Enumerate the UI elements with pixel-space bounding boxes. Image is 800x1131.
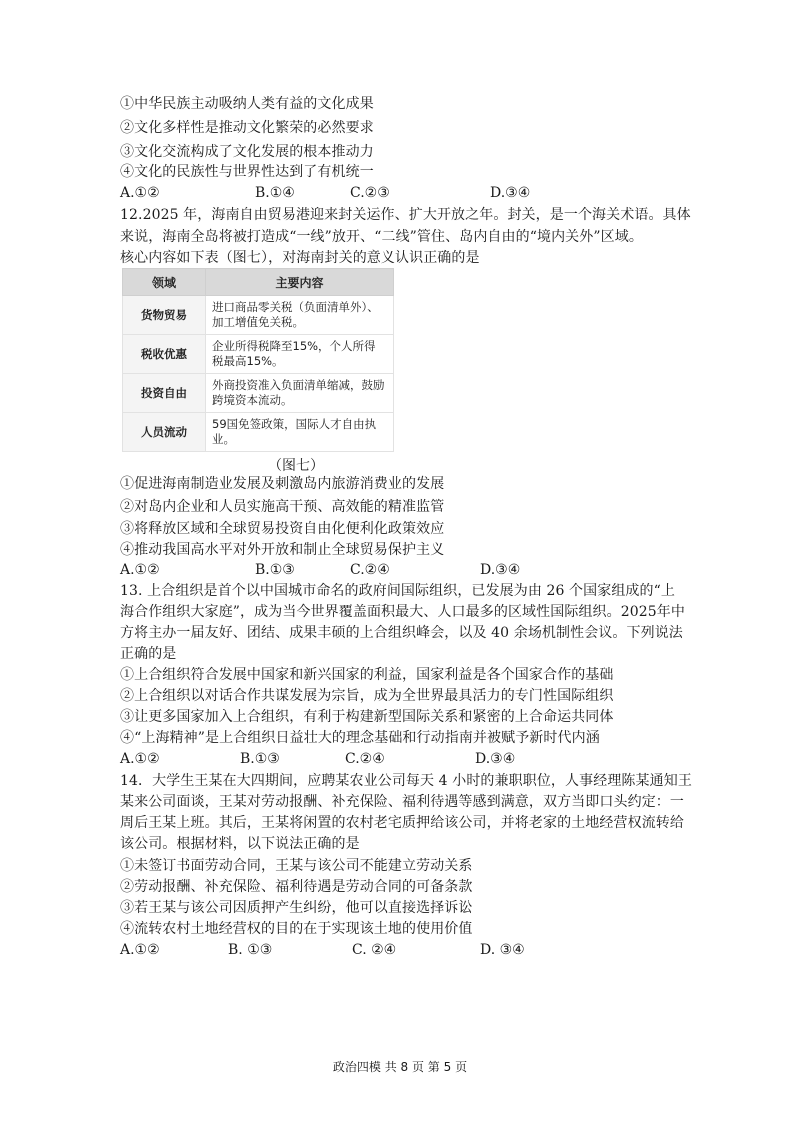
table-cell-field: 人员流动	[123, 413, 206, 452]
question-stem-line: 某来公司面谈，王某对劳动报酬、补充保险、福利待遇等感到满意，双方当即口头约定：一	[120, 794, 684, 810]
answer-choices	[120, 749, 680, 769]
option-2: ②上合组织以对话合作共谋发展为宗旨，成为全世界最具活力的专门性国际组织	[120, 688, 614, 704]
choice-c: C. ②④	[352, 942, 397, 958]
question-stem-line: 方将主办一届友好、团结、成果丰硕的上合组织峰会，以及 40 余场机制性会议。下列说法	[120, 625, 683, 641]
question-stem-line: 正确的是	[120, 646, 177, 662]
question-stem-line: 该公司。根据材料，以下说法正确的是	[120, 836, 360, 852]
table-row	[123, 374, 394, 413]
option-2: ②劳动报酬、补充保险、福利待遇是劳动合同的可备条款	[120, 879, 473, 895]
option-3: ③让更多国家加入上合组织，有利于构建新型国际关系和紧密的上合命运共同体	[120, 709, 614, 725]
option-1: ①未签订书面劳动合同，王某与该公司不能建立劳动关系	[120, 858, 473, 874]
question-stem-line: 12.2025 年，海南自由贸易港迎来封关运作、扩大开放之年。封关，是一个海关术语。具体	[120, 207, 691, 223]
option-2: ②对岛内企业和人员实施高干预、高效能的精准监管	[120, 499, 445, 515]
option-4: ④“上海精神”是上合组织日益壮大的理念基础和行动指南并被赋予新时代内涵	[120, 730, 600, 746]
table-row	[123, 413, 394, 452]
question-stem-line: 来说，海南全岛将被打造成“一线”放开、“二线”管住、岛内自由的“境内关外”区域。	[120, 229, 643, 245]
choice-a: A.①②	[120, 185, 160, 201]
question-stem-line: 13. 上合组织是首个以中国城市命名的政府间国际组织，已发展为由 26 个国家组成的“上	[120, 583, 675, 599]
choice-d: D.③④	[480, 562, 521, 578]
figure-caption: （图七）	[268, 458, 324, 474]
choice-c: C.②④	[350, 562, 390, 578]
table-row	[123, 335, 394, 374]
table-cell-content: 企业所得税降至15%，个人所得税最高15%。	[206, 335, 394, 374]
choice-c: C.②③	[350, 185, 390, 201]
option-4: ④推动我国高水平对外开放和制止全球贸易保护主义	[120, 542, 445, 558]
choice-b: B.①③	[240, 751, 280, 767]
choice-b: B. ①③	[228, 942, 273, 958]
answer-choices	[120, 560, 680, 580]
table-cell-field: 投资自由	[123, 374, 206, 413]
option-3: ③若王某与该公司因质押产生纠纷，他可以直接选择诉讼	[120, 900, 473, 916]
option-1: ①上合组织符合发展中国家和新兴国家的利益，国家利益是各个国家合作的基础	[120, 667, 614, 683]
option-4: ④文化的民族性与世界性达到了有机统一	[120, 164, 374, 180]
question-stem-line: 14．大学生王某在大四期间，应聘某农业公司每天 4 小时的兼职职位，人事经理陈某通知王	[120, 773, 692, 789]
page-footer: 政治四模 共 8 页 第 5 页	[332, 1060, 468, 1074]
question-stem-line: 核心内容如下表（图七），对海南封关的意义认识正确的是	[120, 250, 480, 266]
figure-7-table	[122, 268, 394, 452]
table-cell-field: 货物贸易	[123, 296, 206, 335]
table-header-field: 领域	[123, 269, 206, 296]
table-cell-content: 进口商品零关税（负面清单外）、加工增值免关税。	[206, 296, 394, 335]
choice-d: D. ③④	[480, 942, 525, 958]
answer-choices	[120, 183, 680, 203]
option-1: ①促进海南制造业发展及刺激岛内旅游消费业的发展	[120, 476, 445, 492]
choice-c: C.②④	[345, 751, 385, 767]
choice-a: A.①②	[120, 751, 160, 767]
option-3: ③文化交流构成了文化发展的根本推动力	[120, 144, 374, 160]
table-cell-content: 外商投资准入负面清单缩减，鼓励跨境资本流动。	[206, 374, 394, 413]
choice-d: D.③④	[475, 751, 516, 767]
table-cell-field: 税收优惠	[123, 335, 206, 374]
question-stem-line: 周后王某上班。其后，王某将闲置的农村老宅质押给该公司，并将老家的土地经营权流转给	[120, 815, 684, 831]
question-stem-line: 海合作组织大家庭”，成为当今世界覆盖面积最大、人口最多的区域性国际组织。2025年中	[120, 604, 685, 620]
answer-choices	[120, 940, 680, 960]
table-header-content: 主要内容	[206, 269, 394, 296]
table-row	[123, 296, 394, 335]
option-3: ③将释放区域和全球贸易投资自由化便利化政策效应	[120, 521, 445, 537]
choice-b: B.①③	[255, 562, 295, 578]
option-2: ②文化多样性是推动文化繁荣的必然要求	[120, 120, 374, 136]
choice-b: B.①④	[255, 185, 295, 201]
choice-a: A.①②	[120, 942, 160, 958]
choice-a: A.①②	[120, 562, 160, 578]
choice-d: D.③④	[490, 185, 531, 201]
option-4: ④流转农村土地经营权的目的在于实现该土地的使用价值	[120, 921, 473, 937]
table-cell-content: 59国免签政策，国际人才自由执业。	[206, 413, 394, 452]
option-1: ①中华民族主动吸纳人类有益的文化成果	[120, 96, 374, 112]
